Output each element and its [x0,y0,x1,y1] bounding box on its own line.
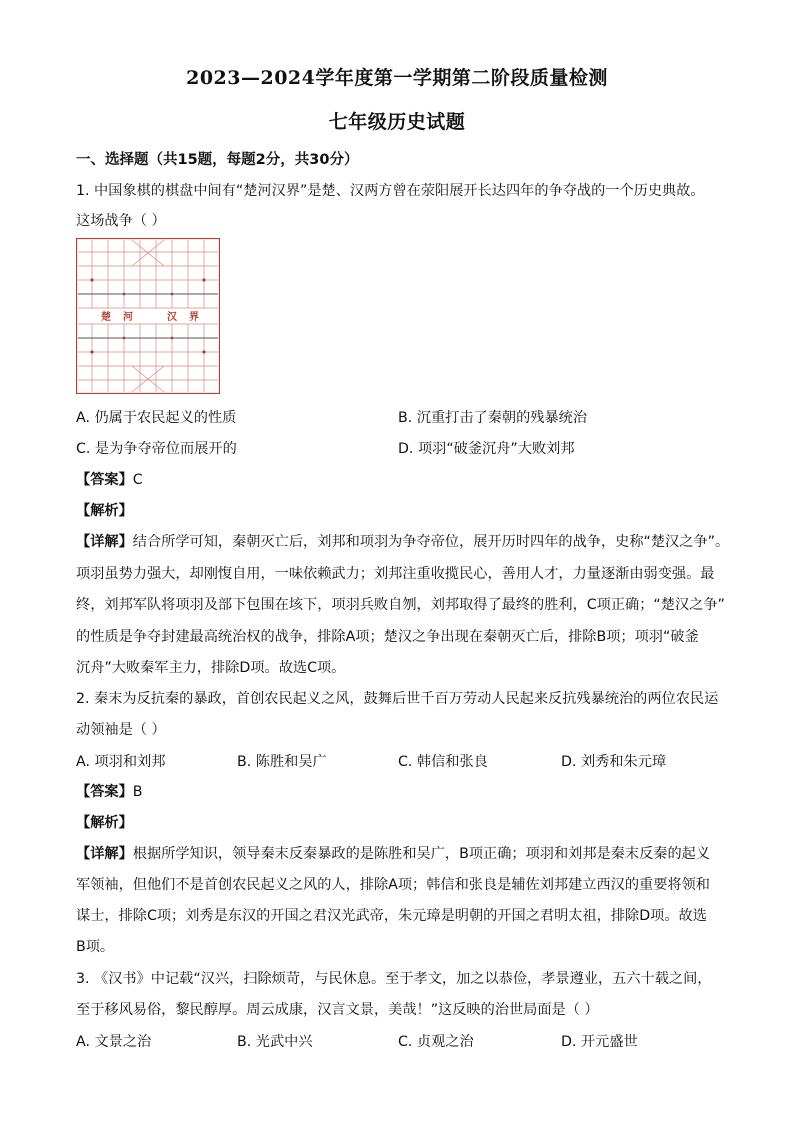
q2-detail-text: 根据所学知识，领导秦末反秦暴政的是陈胜和吴广，B项正确；项羽和刘邦是秦末反秦的起义 [132,846,711,862]
board-label-han: 汉 [167,312,177,323]
q2-option-c: C. 韩信和张良 [398,754,488,770]
chessboard-image [76,238,220,394]
q3-option-c: C. 贞观之治 [398,1034,474,1050]
q1-detail-line2: 项羽虽势力强大，却刚愎自用，一味依赖武力；刘邦注重收揽民心，善用人才，力量逐渐由弱变强。最 [76,566,715,582]
q1-option-b: B. 沉重打击了秦朝的残暴统治 [398,410,588,426]
q2-stem-line1: 2. 秦末为反抗秦的暴政，首创农民起义之风，鼓舞后世千百万劳动人民起来反抗残暴统治的两位农民运 [76,691,719,707]
q2-detail-line4: B项。 [76,939,115,955]
answer-label: 【答案】 [76,784,133,800]
board-label-jie: 界 [189,312,199,323]
q1-detail-line5: 沉舟”大败秦军主力，排除D项。故选C项。 [76,660,346,676]
q1-detail-line3: 终，刘邦军队将项羽及部下包围在垓下，项羽兵败自刎，刘邦取得了最终的胜利，C项正确；“楚汉之争” [76,597,725,613]
q2-option-d: D. 刘秀和朱元璋 [561,754,667,770]
q2-option-b: B. 陈胜和吴广 [237,754,327,770]
board-label-chu: 楚 [101,312,111,323]
q1-detail-line4: 的性质是争夺封建最高统治权的战争，排除A项；楚汉之争出现在秦朝灭亡后，排除B项；项羽“破釜 [76,629,699,645]
q1-detail-text: 结合所学可知，秦朝灭亡后，刘邦和项羽为争夺帝位，展开历时四年的战争，史称“楚汉之争”。 [132,534,730,550]
q1-stem-line1: 1. 中国象棋的棋盘中间有“楚河汉界”是楚、汉两方曾在荥阳展开长达四年的争夺战的一个历史典故。 [76,183,705,199]
q3-stem-line1: 3. 《汉书》中记载“汉兴，扫除烦苛，与民休息。至于孝文，加之以恭俭，孝景遵业，五六十载之间， [76,971,712,987]
q1-detail-line1 [76,531,729,551]
section-heading: 一、选择题（共15题，每题2分，共30分） [76,152,359,168]
q1-option-a: A. 仍属于农民起义的性质 [76,410,237,426]
analysis-label: 【解析】 [76,503,133,519]
q2-option-a: A. 项羽和刘邦 [76,754,166,770]
q1-answer [76,469,143,489]
q2-stem-line2: 动领袖是（ ） [76,722,166,738]
q1-analysis-label [76,500,133,520]
q3-option-d: D. 开元盛世 [561,1034,638,1050]
q1-option-c: C. 是为争夺帝位而展开的 [76,441,237,457]
q2-answer-value: B [132,784,143,800]
detail-label: 【详解】 [76,846,133,862]
exam-title: 2023—2024学年度第一学期第二阶段质量检测 [186,67,608,89]
q2-analysis-label [76,812,133,832]
q3-option-a: A. 文景之治 [76,1034,152,1050]
q2-detail-line1 [76,843,710,863]
q2-answer [76,781,143,801]
detail-label: 【详解】 [76,534,133,550]
analysis-label: 【解析】 [76,815,133,831]
exam-subtitle: 七年级历史试题 [328,111,466,133]
board-label-he: 河 [123,312,133,323]
q3-option-b: B. 光武中兴 [237,1034,313,1050]
q2-detail-line2: 军领袖，但他们不是首创农民起义之风的人，排除A项；韩信和张良是辅佐刘邦建立西汉的重要将领和 [76,877,710,893]
q1-answer-value: C [132,472,143,488]
answer-label: 【答案】 [76,472,133,488]
q2-detail-line3: 谋士，排除C项；刘秀是东汉的开国之君汉光武帝，朱元璋是明朝的开国之君明太祖，排除D项。故选 [76,908,707,924]
q1-stem-line2: 这场战争（ ） [76,213,166,229]
q1-option-d: D. 项羽“破釜沉舟”大败刘邦 [398,441,575,457]
q3-stem-line2: 至于移风易俗，黎民醇厚。周云成康，汉言文景，美哉！”这反映的治世局面是（ ） [76,1002,599,1018]
